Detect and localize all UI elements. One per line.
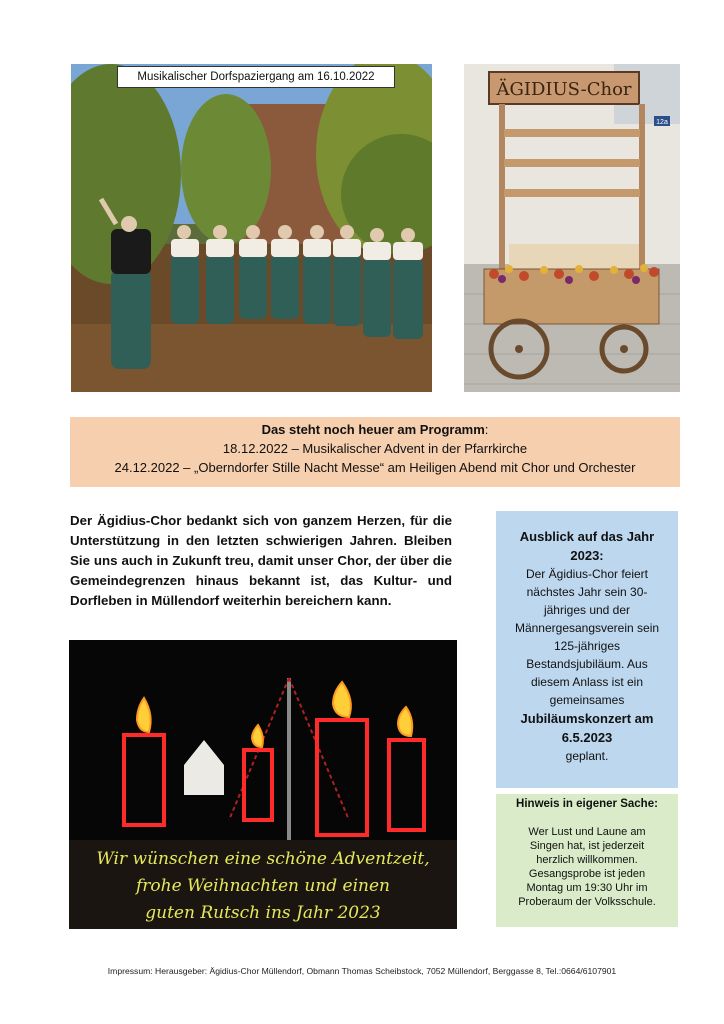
advent-greeting	[69, 846, 457, 927]
cart-sign-text: ÄGIDIUS-Chor	[496, 79, 632, 100]
house-number: 12a	[656, 119, 668, 126]
note-heading: Hinweis in eigener Sache:	[516, 798, 658, 810]
greeting-line-2: frohe Weihnachten und einen	[135, 876, 391, 896]
advent-photo	[69, 640, 457, 929]
photo-caption: Musikalischer Dorfspaziergang am 16.10.2022	[117, 66, 395, 88]
outlook-closing: geplant.	[565, 749, 609, 763]
greeting-line-3: guten Rutsch ins Jahr 2023	[145, 903, 381, 923]
program-line-2: 24.12.2022 – „Oberndorfer Stille Nacht Messe“ am Heiligen Abend mit Chor und Orchester	[114, 460, 636, 475]
program-box	[70, 417, 680, 487]
outlook-concert: Jubiläumskonzert am 6.5.2023	[520, 711, 654, 745]
program-title: Das steht noch heuer am Programm:	[261, 422, 489, 437]
outlook-heading: Ausblick auf das Jahr 2023:	[519, 529, 655, 563]
program-line-1: 18.12.2022 – Musikalischer Advent in der Pfarrkirche	[222, 441, 528, 456]
outlook-body: Der Ägidius-Chor feiert nächstes Jahr sein 30-jähriges und der Männergesangsverein sein 125-jähriges Bestandsjubiläum. Aus diesem Anlass ist ein gemeinsames	[514, 567, 660, 707]
note-box	[496, 794, 678, 927]
thanks-paragraph: Der Ägidius-Chor bedankt sich von ganzem Herzen, für die Unterstützung in den letzten schwierigen Jahren. Bleiben Sie uns auch in Zukunft treu, damit unser Chor, der über die Gemeindegrenzen hinaus bekannt ist, das Kultur- und Dorfleben in Müllendorf weiterhin bereichern kann.	[70, 513, 452, 608]
choir-photo	[71, 64, 432, 392]
note-body: Wer Lust und Laune am Singen hat, ist jederzeit herzlich willkommen. Gesangsprobe ist jeden Montag um 19:30 Uhr im Proberaum der Volksschule.	[518, 826, 656, 908]
greeting-line-1: Wir wünschen eine schöne Adventzeit,	[96, 849, 430, 869]
choir-cart-photo	[464, 64, 680, 392]
impressum-footer: Impressum: Herausgeber: Ägidius-Chor Müllendorf, Obmann Thomas Scheibstock, 7052 Müllendorf, Berggasse 8, Tel.:0664/6107901	[107, 966, 617, 976]
outlook-box	[496, 511, 678, 788]
